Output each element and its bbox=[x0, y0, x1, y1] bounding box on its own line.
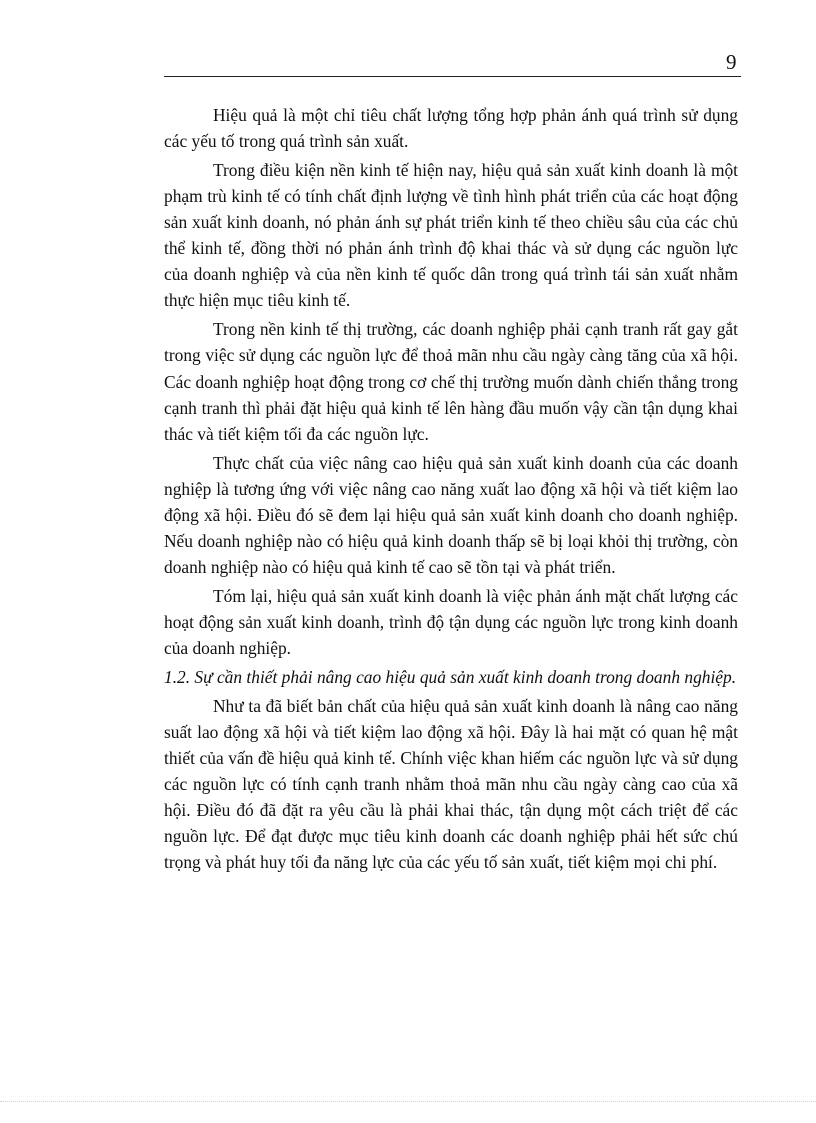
paragraph-6: Như ta đã biết bản chất của hiệu quả sản xuất kinh doanh là nâng cao năng suất lao động xã hội và tiết kiệm lao động xã hội. Đây là hai mặt có quan hệ mật thiết của vấn đề hiệu quả kinh tế. Chính việc khan hiếm các nguồn lực và sử dụng các nguồn lực có tính cạnh tranh nhằm thoả mãn nhu cầu ngày càng cao của xã hội. Điều đó đã đặt ra yêu cầu là phải khai thác, tận dụng một cách triệt để các nguồn lực. Để đạt được mục tiêu kinh doanh các doanh nghiệp phải hết sức chú trọng và phát huy tối đa năng lực của các yếu tố sản xuất, tiết kiệm mọi chi phí. bbox=[164, 695, 738, 873]
paragraph-3: Trong nền kinh tế thị trường, các doanh nghiệp phải cạnh tranh rất gay gắt trong việc sử dụng các nguồn lực để thoả mãn nhu cầu ngày càng tăng của xã hội. Các doanh nghiệp hoạt động trong cơ chế thị trường muốn dành chiến thắng trong cạnh tranh thì phải đặt hiệu quả kinh tế lên hàng đầu muốn vậy cần tận dụng khai thác và tiết kiệm tối đa các nguồn lực. bbox=[164, 319, 738, 444]
paragraph-5: Tóm lại, hiệu quả sản xuất kinh doanh là việc phản ánh mặt chất lượng các hoạt động sản xuất kinh doanh, trình độ tận dụng các nguồn lực trong kinh doanh của doanh nghiệp. bbox=[164, 585, 738, 659]
document-body bbox=[164, 102, 738, 878]
header-rule bbox=[164, 76, 741, 77]
paragraph-1: Hiệu quả là một chỉ tiêu chất lượng tổng hợp phản ánh quá trình sử dụng các yếu tố trong quá trình sản xuất. bbox=[164, 105, 738, 152]
paragraph-4: Thực chất của việc nâng cao hiệu quả sản xuất kinh doanh của các doanh nghiệp là tương ứng với việc nâng cao năng xuất lao động xã hội và tiết kiệm lao động xã hội. Điều đó sẽ đem lại hiệu quả sản xuất kinh doanh cho doanh nghiệp. Nếu doanh nghiệp nào có hiệu quả kinh doanh thấp sẽ bị loại khỏi thị trường, còn doanh nghiệp nào có hiệu quả kinh tế cao sẽ tồn tại và phát triển. bbox=[164, 452, 738, 577]
paragraph-2: Trong điều kiện nền kinh tế hiện nay, hiệu quả sản xuất kinh doanh là một phạm trù kinh tế có tính chất định lượng về tình hình phát triển của các hoạt động sản xuất kinh doanh, nó phản ánh sự phát triển kinh tế theo chiều sâu của các chủ thể kinh tế, đồng thời nó phản ánh trình độ khai thác và sử dụng các nguồn lực của doanh nghiệp và của nền kinh tế quốc dân trong quá trình tái sản xuất nhằm thực hiện mục tiêu kinh tế. bbox=[164, 159, 738, 311]
section-heading: 1.2. Sự cần thiết phải nâng cao hiệu quả sản xuất kinh doanh trong doanh nghiệp. bbox=[164, 666, 737, 687]
page-number: 9 bbox=[726, 50, 737, 74]
footer-dotted-line bbox=[0, 1101, 816, 1102]
